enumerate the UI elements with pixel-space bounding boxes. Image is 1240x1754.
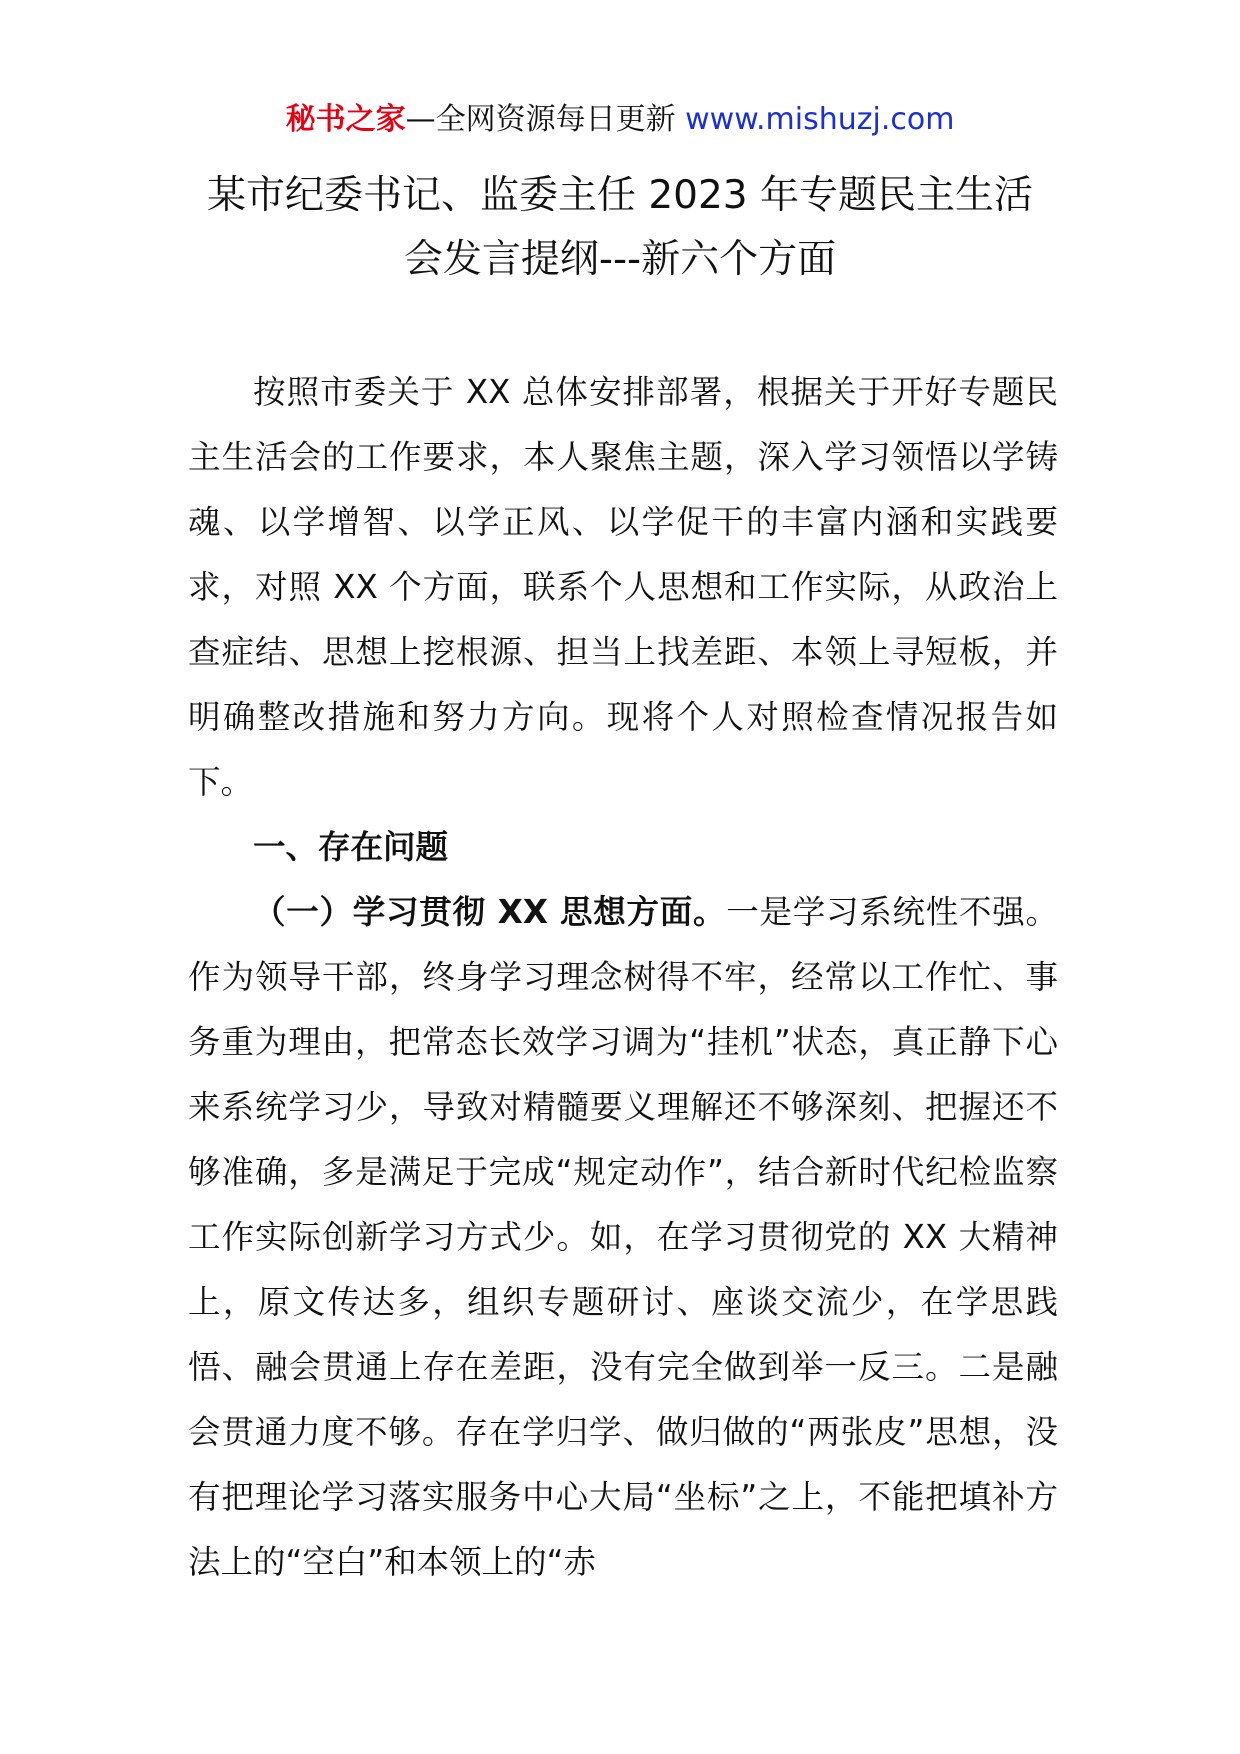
website-link[interactable]: www.mishuzj.com <box>685 102 955 137</box>
intro-paragraph: 按照市委关于 XX 总体安排部署，根据关于开好专题民主生活会的工作要求，本人聚焦主题，深入学习领悟以学铸魂、以学增智、以学正风、以学促干的丰富内涵和实践要求，对照 XX 个方面，联系个人思想和工作实际，从政治上查症结、思想上挖根源、担当上找差距、本领上寻短板，并明确整改措施和努力方向。现将个人对照检查情况报告如下。 <box>188 373 1058 801</box>
subsection-label: （一）学习贯彻 XX 思想方面。 <box>253 893 727 931</box>
brand-name: 秘书之家 <box>285 102 406 137</box>
site-banner <box>0 100 1240 140</box>
document-body <box>188 360 1058 1595</box>
document-title <box>150 164 1090 292</box>
title-line-2: 会发言提纲---新六个方面 <box>403 237 837 282</box>
banner-tagline: —全网资源每日更新 <box>405 102 686 137</box>
subsection-text: 一是学习系统性不强。作为领导干部，终身学习理念树得不牢，经常以工作忙、事务重为理由，把常态长效学习调为“挂机”状态，真正静下心来系统学习少，导致对精髓要义理解还不够深刻、把握还不够准确，多是满足于完成“规定动作”，结合新时代纪检监察工作实际创新学习方式少。如，在学习贯彻党的 XX 大精神上，原文传达多，组织专题研讨、座谈交流少，在学思践悟、融会贯通上存在差距，没有完全做到举一反三。二是融会贯通力度不够。存在学归学、做归做的“两张皮”思想，没有把理论学习落实服务中心大局“坐标”之上，不能把填补方法上的“空白”和本领上的“赤 <box>188 893 1058 1581</box>
section-heading: 一、存在问题 <box>253 828 449 866</box>
title-line-1: 某市纪委书记、监委主任 2023 年专题民主生活 <box>206 173 1034 218</box>
section-paragraph <box>188 880 1058 1595</box>
